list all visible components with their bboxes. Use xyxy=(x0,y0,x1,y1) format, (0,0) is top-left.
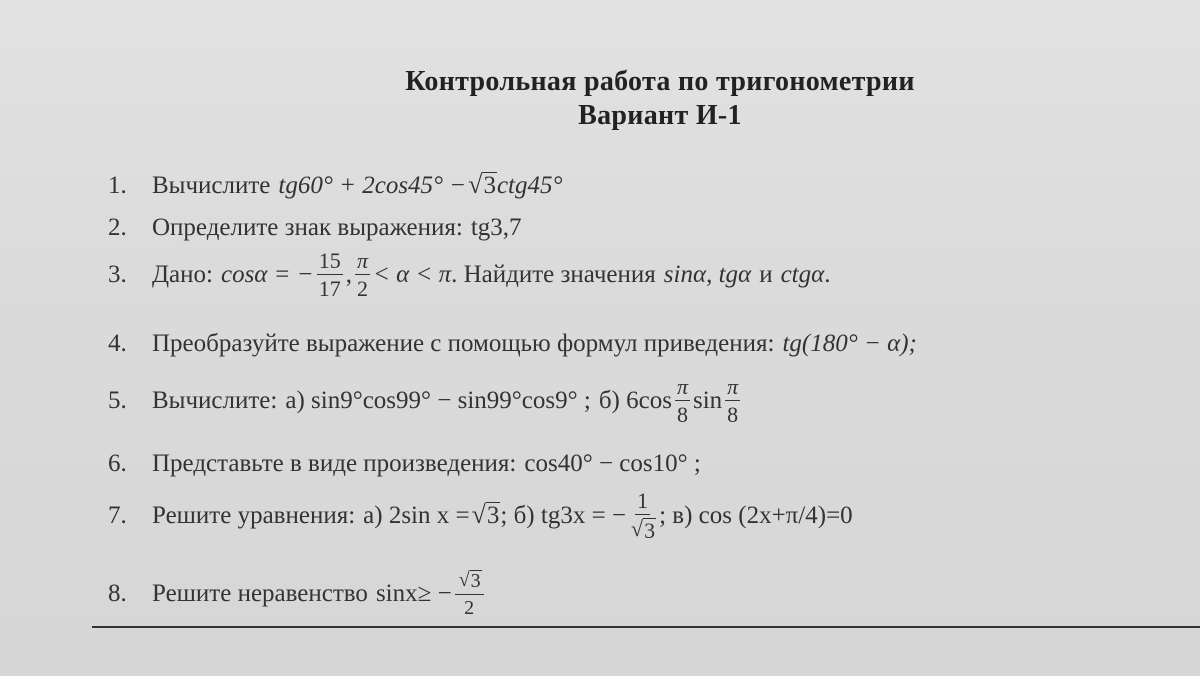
page-title: Контрольная работа по тригонометрии xyxy=(405,66,915,97)
denominator: 17 xyxy=(318,276,341,301)
task-expression: sinx≥ − xyxy=(375,580,452,607)
task-8 xyxy=(108,570,487,618)
task-expression: tg(180° − α); xyxy=(782,330,917,357)
numerator: π xyxy=(727,374,739,399)
task-1 xyxy=(108,172,563,200)
task-label: Решите уравнения: xyxy=(152,502,356,530)
fraction-pi-8-second xyxy=(725,376,740,426)
fraction-15-17 xyxy=(317,250,343,300)
sqrt-value: 3 xyxy=(483,172,496,200)
task-expression-tail: ctg45° xyxy=(496,172,563,199)
sqrt-value: 3 xyxy=(470,570,481,592)
numerator: 15 xyxy=(318,248,341,273)
task-expression: tg60° + 2cos45° − xyxy=(278,172,467,199)
sqrt-value: 3 xyxy=(486,502,500,530)
task-expression: tg3,7 xyxy=(470,214,522,241)
denominator: 8 xyxy=(676,402,688,427)
numerator: √ 3 xyxy=(455,570,484,595)
task-number: 7. xyxy=(108,502,127,530)
task-label: Преобразуйте выражение с помощью формул приведения: xyxy=(152,330,775,357)
task-label: Дано: xyxy=(152,261,213,288)
tg-alpha: tgα xyxy=(718,261,752,288)
numerator: π xyxy=(356,248,368,273)
sin-word: sin xyxy=(692,387,723,414)
denominator: 2 xyxy=(464,597,475,619)
denominator: 8 xyxy=(727,402,739,427)
task-5 xyxy=(108,376,743,426)
sqrt-sign: √ 3 xyxy=(468,170,496,200)
task-number: 6. xyxy=(108,450,127,477)
task-label: Вычислите: xyxy=(152,387,278,414)
period: . xyxy=(824,261,831,288)
fraction-pi-2 xyxy=(355,250,370,300)
task-2 xyxy=(108,214,522,242)
task-number: 3. xyxy=(108,261,127,288)
ctg-alpha: ctgα xyxy=(780,261,825,288)
task-number: 5. xyxy=(108,387,127,414)
denominator: √ 3 xyxy=(631,516,656,543)
and-word: и xyxy=(759,261,773,288)
task-label: Вычислите xyxy=(152,172,271,199)
task-4 xyxy=(108,330,917,358)
task-number: 1. xyxy=(108,172,127,199)
task-label: Представьте в виде произведения: xyxy=(152,450,517,477)
task-7 xyxy=(108,490,853,542)
numerator: π xyxy=(676,374,688,399)
task-3: 3. Дано: cosα = − $\frac{15}{17}$ , $\frac{\pi}{2}$ < α < π . Найдите значения sinα , tgα и ctgα . xyxy=(108,248,831,301)
task-6 xyxy=(108,450,701,478)
task-tail-label: . Найдите значения xyxy=(451,261,656,288)
task-label: Определите знак выражения: xyxy=(152,214,463,241)
sin-alpha: sinα xyxy=(663,261,707,288)
inequality: < α < π xyxy=(372,261,452,288)
part-c: ; в) cos (2x+π/4)=0 xyxy=(659,502,853,530)
part-b: ; б) tg3x = − xyxy=(500,502,627,530)
variant-title: Вариант И-1 xyxy=(578,100,742,131)
sqrt-sign: √ 3 xyxy=(471,500,500,530)
task-expression: cos40° − cos10° ; xyxy=(524,450,701,477)
part-a: а) 2sin x = xyxy=(363,502,470,530)
task-number: 4. xyxy=(108,330,127,357)
fraction-pi-8 xyxy=(675,376,690,426)
numerator: 1 xyxy=(637,488,649,513)
fraction-1-sqrt3 xyxy=(629,490,656,542)
bottom-divider xyxy=(92,626,1200,628)
comma: , xyxy=(345,261,352,288)
fraction-sqrt3-2 xyxy=(455,570,484,618)
task-label: Решите неравенство xyxy=(152,580,368,607)
denominator: 2 xyxy=(356,276,368,301)
task-number: 8. xyxy=(108,580,127,607)
sqrt-value: 3 xyxy=(644,518,656,543)
task-number: 2. xyxy=(108,214,127,241)
part-a: а) sin9°cos99° − sin99°cos9° ; xyxy=(285,387,591,414)
cos-expression: cosα = − xyxy=(220,261,314,288)
part-b: б) 6cos xyxy=(598,387,672,414)
